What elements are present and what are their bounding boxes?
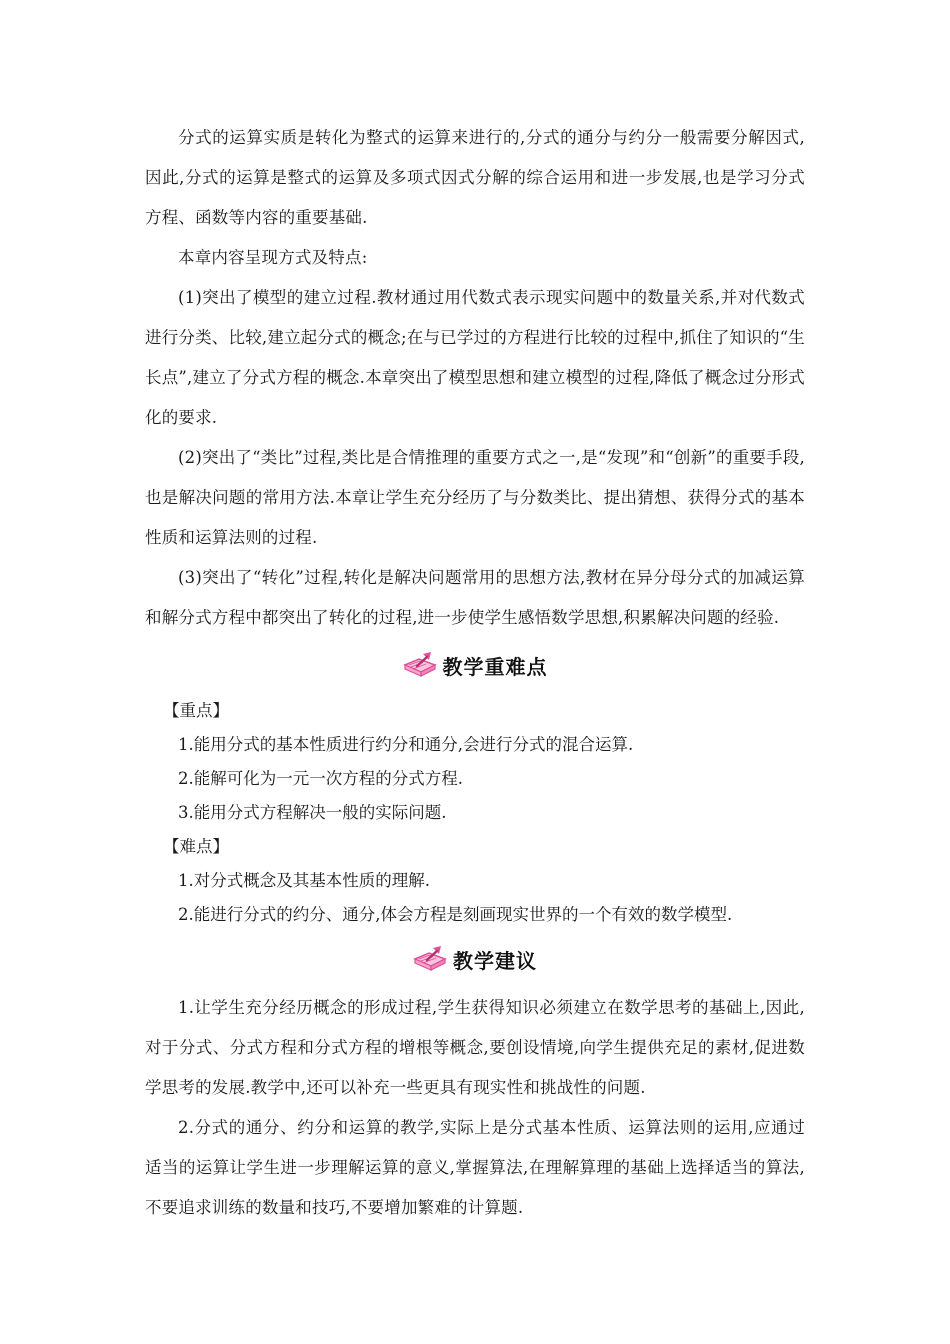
book-pencil-icon bbox=[413, 945, 447, 973]
document-page bbox=[145, 118, 805, 1228]
difficult-point-item: 1.对分式概念及其基本性质的理解. bbox=[178, 871, 430, 890]
key-points-label: 【重点】 bbox=[163, 701, 229, 720]
intro-paragraph-1: 分式的运算实质是转化为整式的运算来进行的,分式的通分与约分一般需要分解因式,因此,分式的运算是整式的运算及多项式因式分解的综合运用和进一步发展,也是学习分式方程、函数等内容的重要基础. bbox=[145, 128, 805, 227]
difficult-point-item: 2.能进行分式的约分、通分,体会方程是刻画现实世界的一个有效的数学模型. bbox=[178, 905, 733, 924]
key-point-item: 3.能用分式方程解决一般的实际问题. bbox=[178, 803, 447, 822]
intro-paragraph-2: 本章内容呈现方式及特点: bbox=[178, 248, 368, 267]
difficult-points-label: 【难点】 bbox=[163, 837, 229, 856]
intro-paragraph-4: (2)突出了“类比”过程,类比是合情推理的重要方式之一,是“发现”和“创新”的重要手段,也是解决问题的常用方法.本章让学生充分经历了与分数类比、提出猜想、获得分式的基本性质和运算法则的过程. bbox=[145, 448, 805, 547]
intro-paragraph-5: (3)突出了“转化”过程,转化是解决问题常用的思想方法,教材在异分母分式的加减运算和解分式方程中都突出了转化的过程,进一步使学生感悟数学思想,积累解决问题的经验. bbox=[145, 568, 805, 627]
section-heading-teaching-suggestions bbox=[145, 934, 805, 984]
section-heading-key-points bbox=[145, 640, 805, 690]
suggestion-paragraph: 1.让学生充分经历概念的形成过程,学生获得知识必须建立在数学思考的基础上,因此,对于分式、分式方程和分式方程的增根等概念,要创设情境,向学生提供充足的素材,促进数学思考的发展.教学中,还可以补充一些更具有现实性和挑战性的问题. bbox=[145, 998, 805, 1097]
section-title: 教学重难点 bbox=[442, 654, 548, 679]
suggestion-paragraph: 2.分式的通分、约分和运算的教学,实际上是分式基本性质、运算法则的运用,应通过适当的运算让学生进一步理解运算的意义,掌握算法,在理解算理的基础上选择适当的算法,不要追求训练的数量和技巧,不要增加繁难的计算题. bbox=[145, 1118, 805, 1217]
key-point-item: 1.能用分式的基本性质进行约分和通分,会进行分式的混合运算. bbox=[178, 735, 634, 754]
key-point-item: 2.能解可化为一元一次方程的分式方程. bbox=[178, 769, 463, 788]
intro-paragraph-3: (1)突出了模型的建立过程.教材通过用代数式表示现实问题中的数量关系,并对代数式进行分类、比较,建立起分式的概念;在与已学过的方程进行比较的过程中,抓住了知识的“生长点”,建立了分式方程的概念.本章突出了模型思想和建立模型的过程,降低了概念过分形式化的要求. bbox=[145, 288, 805, 427]
book-pencil-icon bbox=[403, 651, 437, 679]
section-title: 教学建议 bbox=[453, 948, 537, 973]
